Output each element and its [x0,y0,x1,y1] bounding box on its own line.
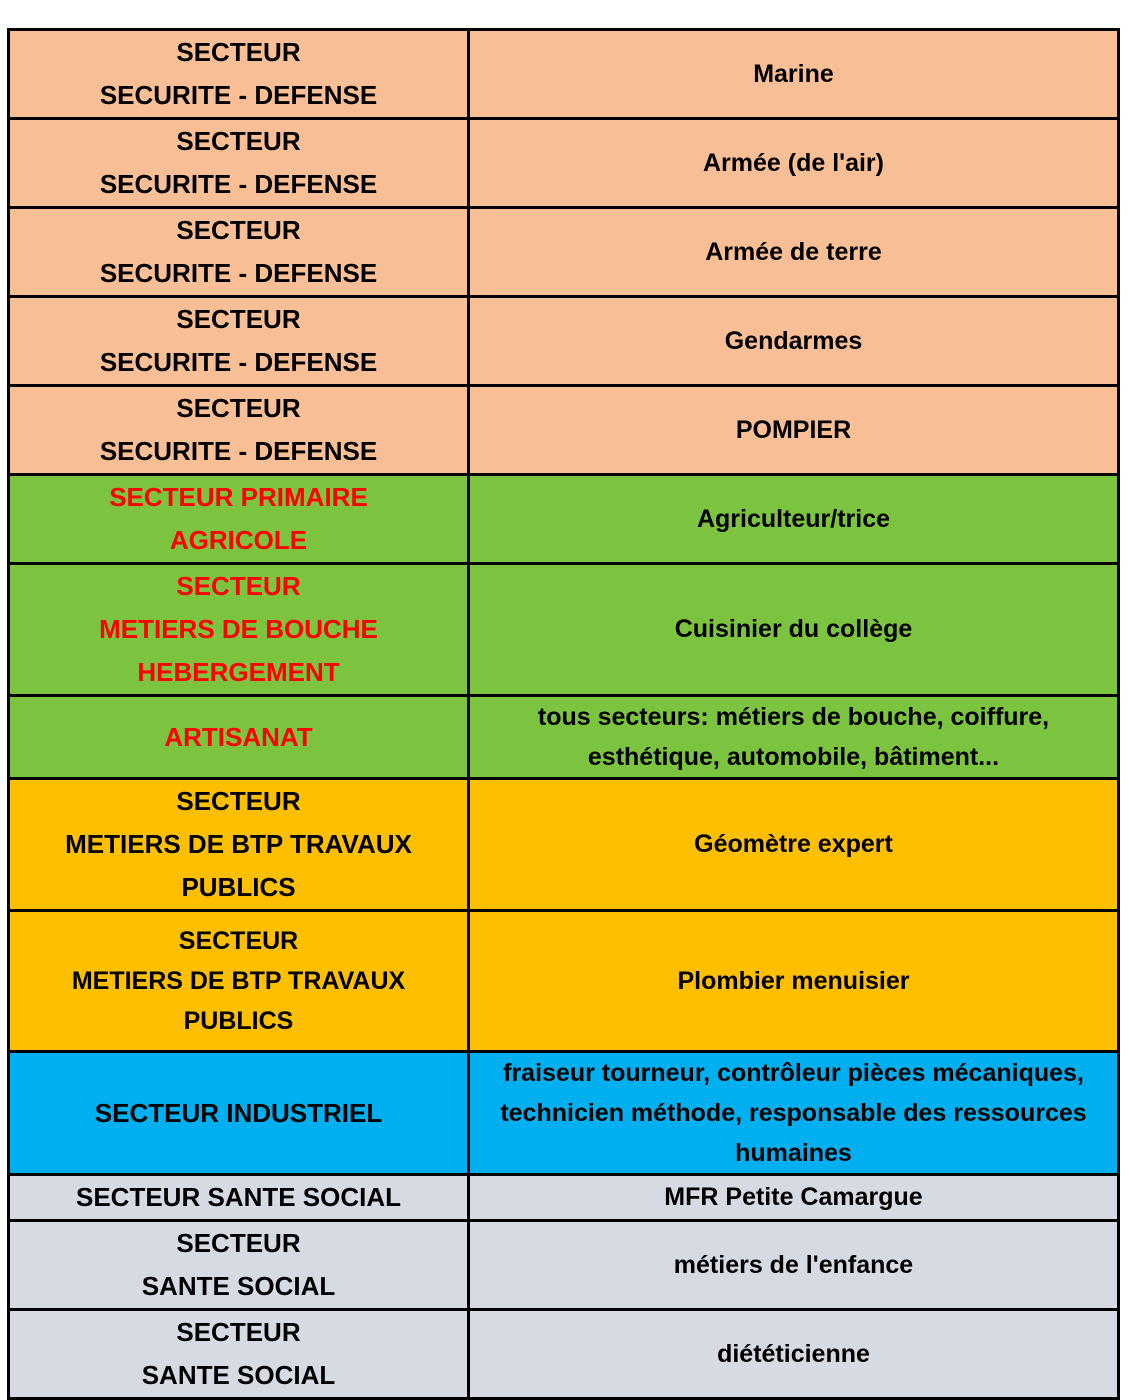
sector-job-table [7,28,1120,1400]
table-row [9,911,1119,1052]
table-row [9,1052,1119,1175]
job-cell: diététicienne [469,1310,1119,1399]
sector-cell: ARTISANAT [9,696,469,779]
table-row [9,208,1119,297]
job-cell: Plombier menuisier [469,911,1119,1052]
table-row [9,119,1119,208]
sector-cell: SECTEUR SECURITE - DEFENSE [9,297,469,386]
sector-cell: SECTEUR METIERS DE BTP TRAVAUX PUBLICS [9,911,469,1052]
job-cell: tous secteurs: métiers de bouche, coiffure, esthétique, automobile, bâtiment... [469,696,1119,779]
sector-cell: SECTEUR SANTE SOCIAL [9,1175,469,1221]
table-row [9,1310,1119,1399]
job-cell: Armée (de l'air) [469,119,1119,208]
job-cell: POMPIER [469,386,1119,475]
sector-cell: SECTEUR METIERS DE BOUCHE HEBERGEMENT [9,564,469,696]
sector-cell: SECTEUR SECURITE - DEFENSE [9,119,469,208]
job-cell: Marine [469,30,1119,119]
job-cell: Armée de terre [469,208,1119,297]
job-cell: MFR Petite Camargue [469,1175,1119,1221]
table-row [9,1175,1119,1221]
table-row [9,564,1119,696]
table-row [9,297,1119,386]
sector-cell: SECTEUR SANTE SOCIAL [9,1221,469,1310]
job-cell: fraiseur tourneur, contrôleur pièces mécaniques, technicien méthode, responsable des ressources humaines [469,1052,1119,1175]
job-cell: Cuisinier du collège [469,564,1119,696]
job-cell: Géomètre expert [469,779,1119,911]
table-row [9,475,1119,564]
job-cell: Gendarmes [469,297,1119,386]
table-row [9,1221,1119,1310]
sector-cell: SECTEUR METIERS DE BTP TRAVAUX PUBLICS [9,779,469,911]
table-row [9,30,1119,119]
sector-cell: SECTEUR SECURITE - DEFENSE [9,30,469,119]
sector-cell: SECTEUR PRIMAIRE AGRICOLE [9,475,469,564]
sector-cell: SECTEUR SECURITE - DEFENSE [9,386,469,475]
sector-cell: SECTEUR INDUSTRIEL [9,1052,469,1175]
job-cell: métiers de l'enfance [469,1221,1119,1310]
sector-cell: SECTEUR SANTE SOCIAL [9,1310,469,1399]
table-row [9,696,1119,779]
job-cell: Agriculteur/trice [469,475,1119,564]
table-row [9,779,1119,911]
sector-cell: SECTEUR SECURITE - DEFENSE [9,208,469,297]
table-row [9,386,1119,475]
